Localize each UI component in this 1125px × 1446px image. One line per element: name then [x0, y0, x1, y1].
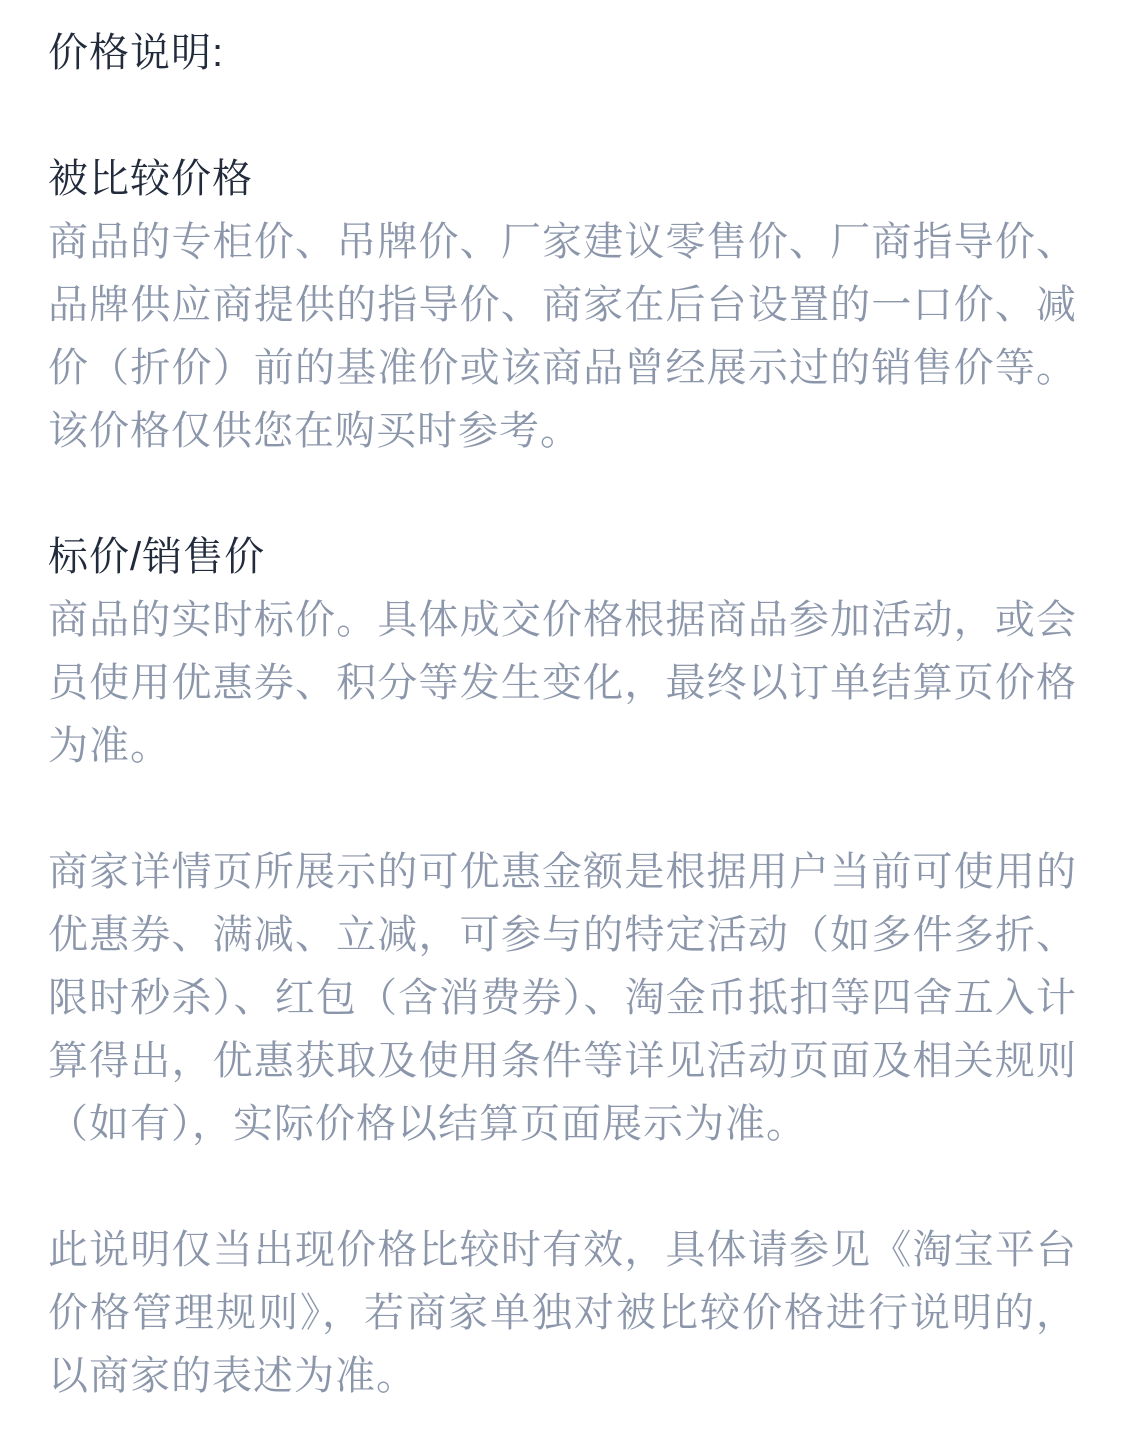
- page-title: 价格说明:: [48, 31, 225, 75]
- section-compared-price: [48, 148, 1077, 463]
- list-price-body: 商品的实时标价。具体成交价格根据商品参加活动，或会员使用优惠券、积分等发生变化，最终以订单结算页价格为准。: [48, 598, 1077, 768]
- validity-note-body: 此说明仅当出现价格比较时有效，具体请参见《淘宝平台价格管理规则》，若商家单独对被比较价格进行说明的，以商家的表述为准。: [48, 1228, 1077, 1398]
- list-price-heading: 标价/销售价: [48, 535, 266, 579]
- compared-price-body: 商品的专柜价、吊牌价、厂家建议零售价、厂商指导价、品牌供应商提供的指导价、商家在后台设置的一口价、减价（折价）前的基准价或该商品曾经展示过的销售价等。该价格仅供您在购买时参考。: [48, 220, 1077, 453]
- compared-price-heading: 被比较价格: [48, 157, 253, 201]
- discount-amount-body: 商家详情页所展示的可优惠金额是根据用户当前可使用的优惠券、满减、立减，可参与的特定活动（如多件多折、限时秒杀）、红包（含消费券）、淘金币抵扣等四舍五入计算得出，优惠获取及使用条件等详见活动页面及相关规则（如有），实际价格以结算页面展示为准。: [48, 850, 1077, 1146]
- section-validity-note: [48, 1219, 1077, 1408]
- section-list-price: [48, 526, 1077, 778]
- section-discount-amount: [48, 841, 1077, 1156]
